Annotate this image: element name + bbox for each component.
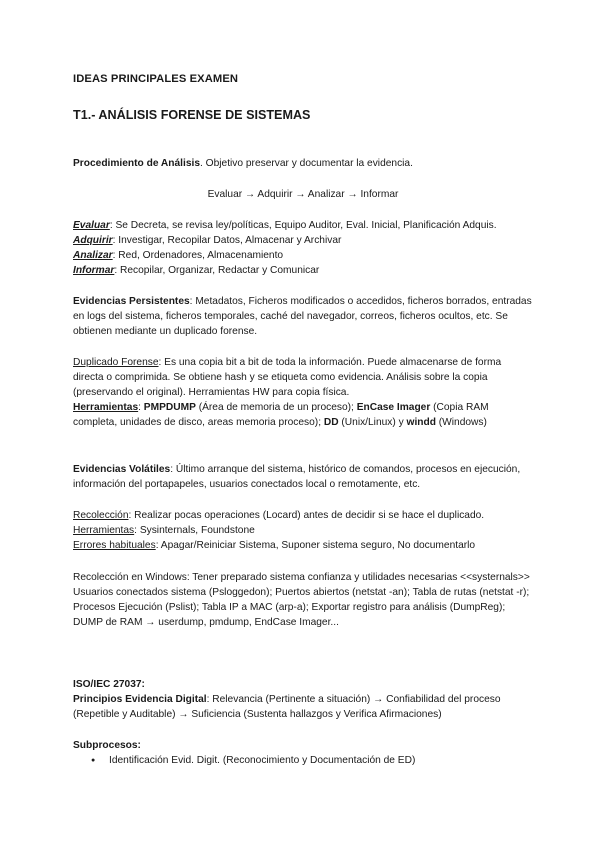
iso-title: ISO/IEC 27037: bbox=[73, 679, 145, 690]
phase-label: Adquirir bbox=[73, 235, 113, 246]
phase-text: : Investigar, Recopilar Datos, Almacenar y Archivar bbox=[112, 235, 342, 246]
iso-label: Principios Evidencia Digital bbox=[73, 694, 207, 705]
phase-label: Evaluar bbox=[73, 220, 110, 231]
phase-text: : Recopilar, Organizar, Redactar y Comunicar bbox=[114, 265, 320, 276]
errores-text: : Apagar/Reiniciar Sistema, Suponer sistema seguro, No documentarlo bbox=[155, 540, 476, 551]
tool-pmpdump: PMPDUMP bbox=[143, 402, 196, 413]
windows-intro: Recolección en Windows: Tener preparado sistema confianza y utilidades necesarias <<systernals>> bbox=[73, 572, 530, 583]
document-title: IDEAS PRINCIPALES EXAMEN bbox=[73, 73, 239, 85]
persistentes-label: Evidencias Persistentes bbox=[73, 296, 190, 307]
subprocesos-section bbox=[73, 738, 533, 768]
duplicado-text: : Es una copia bit a bit de toda la información. Puede almacenarse de forma directa o comprimida. Se obtiene hash y se etiqueta como evidencia. Análisis sobre la copia (preservando el original). Herramientas HW para copia física. bbox=[73, 357, 502, 398]
subprocesos-title: Subprocesos: bbox=[73, 740, 141, 751]
process-flow: Evaluar → Adquirir → Analizar → Informar bbox=[207, 189, 399, 200]
herramientas-text-2: : Sysinternals, Foundstone bbox=[134, 525, 255, 536]
recoleccion-text: : Realizar pocas operaciones (Locard) antes de decidir si se hace el duplicado. bbox=[128, 510, 485, 521]
tool-windd: windd bbox=[406, 417, 436, 428]
phase-text: : Se Decreta, se revisa ley/políticas, Equipo Auditor, Eval. Inicial, Planificación Adquis. bbox=[109, 220, 497, 231]
phase-label: Analizar bbox=[73, 250, 113, 261]
errores-label: Errores habituales bbox=[73, 540, 156, 551]
phase-adquirir bbox=[73, 233, 533, 248]
phase-informar bbox=[73, 263, 533, 278]
phase-evaluar bbox=[73, 218, 533, 233]
herramientas-label-2: Herramientas bbox=[73, 525, 135, 536]
recoleccion-label: Recolección bbox=[73, 510, 129, 521]
persistentes-text: : Metadatos, Ficheros modificados o accedidos, ficheros borrados, entradas en logs del sistema, ficheros temporales, caché del navegador, correos, ficheros ocultos, etc. Se obtienen mediante un duplicado forense. bbox=[73, 296, 532, 337]
procedimiento-text: . Objetivo preservar y documentar la evidencia. bbox=[200, 158, 413, 169]
recoleccion-paragraph bbox=[73, 508, 533, 553]
procedimiento-label: Procedimiento de Análisis bbox=[73, 158, 201, 169]
herramientas-label: Herramientas bbox=[73, 402, 139, 413]
iso-text: : Relevancia (Pertinente a situación) → Confiabilidad del proceso (Repetible y Auditable) → Suficiencia (Sustenta hallazgos y Verifica Afirmaciones) bbox=[73, 694, 501, 720]
phase-label: Informar bbox=[73, 265, 115, 276]
tool-encase: EnCase Imager bbox=[356, 402, 431, 413]
volatiles-paragraph bbox=[73, 462, 533, 492]
phase-list bbox=[73, 218, 533, 278]
windows-detail: Usuarios conectados sistema (Psloggedon); Puertos abiertos (netstat -an); Tabla de rutas (netstat -r); Procesos Ejecución (Pslist); Tabla IP a MAC (arp-a); Exportar registro para análisis (DumpReg); DUMP de RAM → userdump, pmdump, EndCase Imager... bbox=[73, 587, 530, 628]
phase-analizar bbox=[73, 248, 533, 263]
duplicado-label: Duplicado Forense bbox=[73, 357, 159, 368]
iso-paragraph bbox=[73, 677, 533, 722]
volatiles-label: Evidencias Volátiles bbox=[73, 464, 171, 475]
procedimiento-paragraph bbox=[73, 156, 533, 171]
phase-text: : Red, Ordenadores, Almacenamiento bbox=[112, 250, 284, 261]
tool-dd: DD bbox=[323, 417, 339, 428]
persistentes-paragraph bbox=[73, 294, 533, 339]
herramientas-line: Herramientas: PMPDUMP (Área de memoria de un proceso); EnCase Imager (Copia RAM completa, unidades de disco, areas memoria proceso); DD (Unix/Linux) y windd (Windows) bbox=[73, 402, 489, 428]
volatiles-text: : Último arranque del sistema, histórico de comandos, procesos en ejecución, información del portapapeles, usuarios conectados local o remotamente, etc. bbox=[73, 464, 521, 490]
subprocesos-list bbox=[91, 753, 533, 768]
windows-paragraph bbox=[73, 570, 533, 630]
list-item: ● Identificación Evid. Digit. (Reconocimiento y Documentación de ED) bbox=[91, 753, 533, 768]
duplicado-paragraph bbox=[73, 355, 533, 430]
section-title: T1.- ANÁLISIS FORENSE DE SISTEMAS bbox=[73, 108, 311, 122]
